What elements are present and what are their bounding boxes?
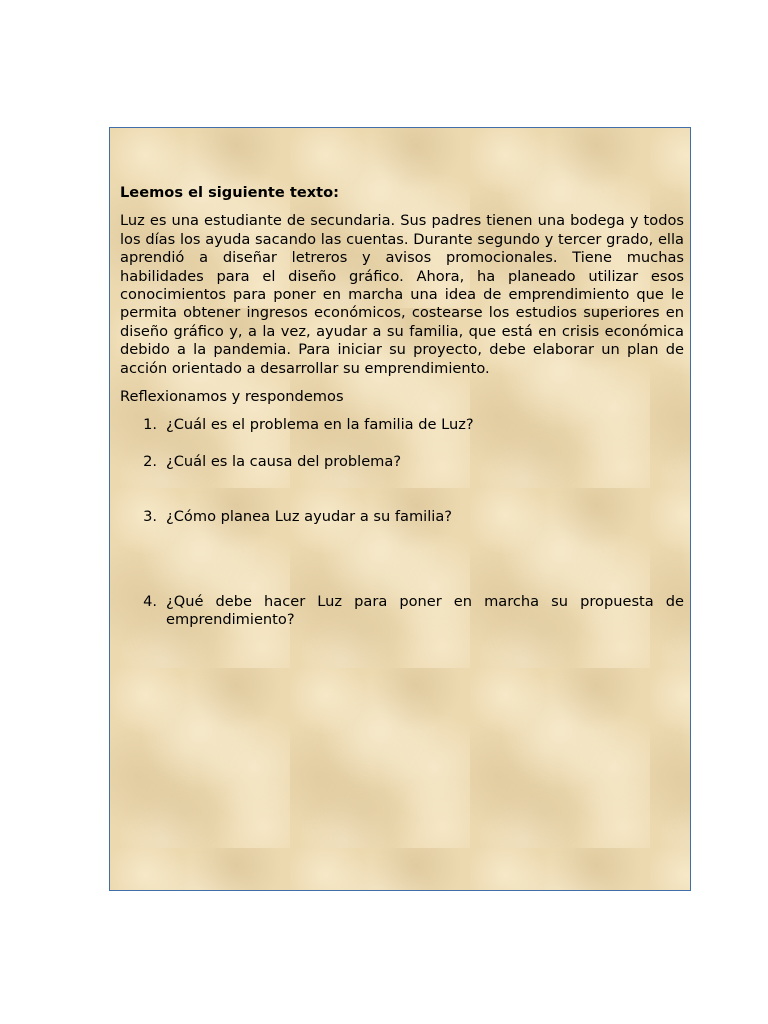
question-text: ¿Cuál es la causa del problema? <box>166 452 402 470</box>
question-number: 2. <box>143 452 157 470</box>
question-item <box>120 416 684 434</box>
document-heading: Leemos el siguiente texto: <box>120 184 339 201</box>
question-item <box>120 453 684 471</box>
question-item <box>120 508 684 526</box>
questions-list <box>120 416 684 629</box>
questions-subheading: Reflexionamos y respondemos <box>120 388 344 406</box>
question-number: 3. <box>143 508 157 526</box>
question-text: ¿Qué debe hacer Luz para poner en marcha su propuesta de emprendimiento? <box>166 592 684 629</box>
question-text: ¿Cómo planea Luz ayudar a su familia? <box>166 508 453 526</box>
question-text: ¿Cuál es el problema en la familia de Luz? <box>166 416 474 434</box>
question-item <box>120 593 684 630</box>
reading-paragraph: Luz es una estudiante de secundaria. Sus padres tienen una bodega y todos los días los ayuda sacando las cuentas. Durante segundo y tercer grado, ella aprendió a diseñar letreros y avisos promocionales. Tiene muchas habilidades para el diseño gráfico. Ahora, ha planeado utilizar esos conocimientos para poner en marcha una idea de emprendimiento que le permita obtener ingresos económicos, costearse los estudios superiores en diseño gráfico y, a la vez, ayudar a su familia, que está en crisis económica debido a la pandemia. Para iniciar su proyecto, debe elaborar un plan de acción orientado a desarrollar su emprendimiento. <box>120 212 684 377</box>
question-number: 4. <box>143 592 157 610</box>
parchment-text-box <box>109 127 691 891</box>
document-content <box>120 184 684 630</box>
question-number: 1. <box>143 416 157 434</box>
